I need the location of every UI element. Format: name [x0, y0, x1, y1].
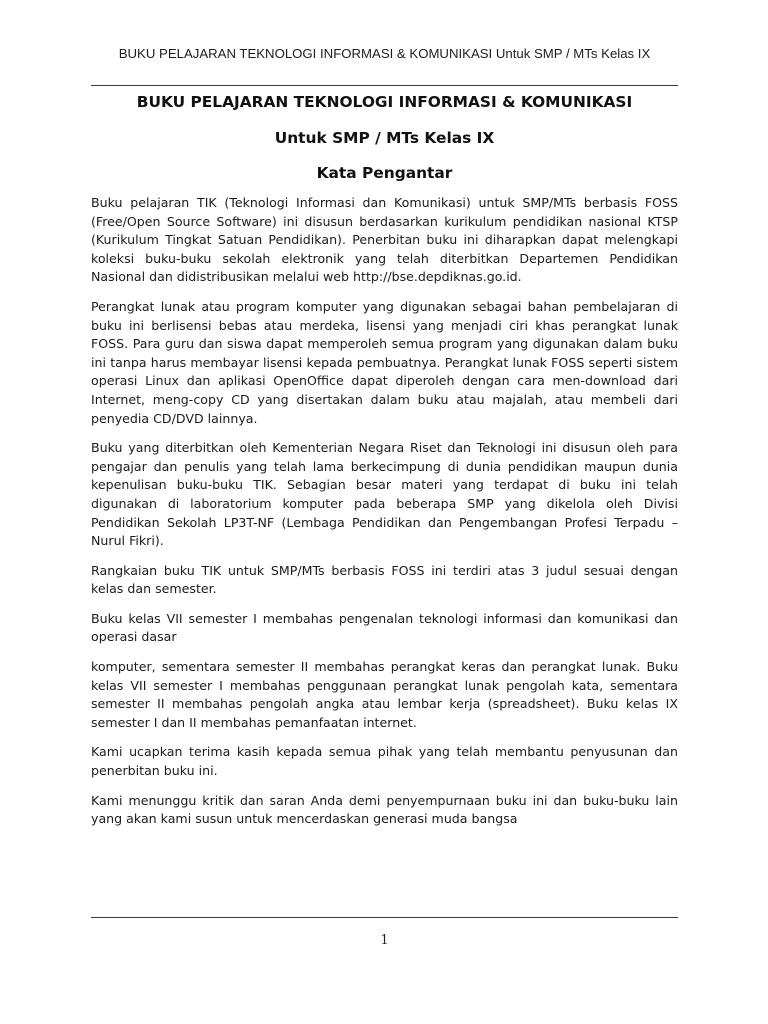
paragraph: Rangkaian buku TIK untuk SMP/MTs berbasis FOSS ini terdiri atas 3 judul sesuai dengan kelas dan semester.	[91, 562, 678, 597]
document-subtitle: Untuk SMP / MTs Kelas IX	[274, 129, 495, 147]
paragraph: Perangkat lunak atau program komputer yang digunakan sebagai bahan pembelajaran di buku ini berlisensi bebas atau merdeka, lisensi yang menjadi ciri khas perangkat lunak FOSS. Para guru dan siswa dapat memperoleh semua program yang digunakan dalam buku ini tanpa harus membayar lisensi kepada pembuatnya. Perangkat lunak FOSS seperti sistem operasi Linux dan aplikasi OpenOffice dapat diperoleh dengan cara men-download dari Internet, meng-copy CD yang disertakan dalam buku atau majalah, atau membeli dari penyedia CD/DVD lainnya.	[91, 298, 678, 426]
paragraph: Buku pelajaran TIK (Teknologi Informasi dan Komunikasi) untuk SMP/MTs berbasis FOSS (Free/Open Source Software) ini disusun berdasarkan kurikulum pendidikan nasional KTSP (Kurikulum Tingkat Satuan Pendidikan). Penerbitan buku ini diharapkan dapat melengkapi koleksi buku-buku sekolah elektronik yang telah diterbitkan Departemen Pendidikan Nasional dan didistribusikan melalui web http://bse.depdiknas.go.id.	[91, 195, 678, 285]
header-divider	[91, 85, 678, 86]
running-header: BUKU PELAJARAN TEKNOLOGI INFORMASI & KOMUNIKASI Untuk SMP / MTs Kelas IX	[118, 46, 651, 61]
paragraph: Buku yang diterbitkan oleh Kementerian Negara Riset dan Teknologi ini disusun oleh para pengajar dan penulis yang telah lama berkecimpung di dunia pendidikan maupun dunia kepenulisan buku-buku TIK. Sebagian besar materi yang terdapat di buku ini telah digunakan di laboratorium komputer pada beberapa SMP yang dikelola oleh Divisi Pendidikan Sekolah LP3T-NF (Lembaga Pendidikan dan Pengembangan Profesi Terpadu – Nurul Fikri).	[91, 440, 678, 549]
page-number: 1	[380, 932, 389, 947]
paragraph: Kami ucapkan terima kasih kepada semua pihak yang telah membantu penyusunan dan penerbitan buku ini.	[91, 744, 678, 779]
paragraph: Buku kelas VII semester I membahas pengenalan teknologi informasi dan komunikasi dan operasi dasar	[91, 610, 678, 645]
document-page	[91, 0, 678, 1024]
paragraph: Kami menunggu kritik dan saran Anda demi penyempurnaan buku ini dan buku-buku lain yang akan kami susun untuk mencerdaskan generasi muda bangsa	[91, 792, 678, 827]
body-text	[91, 194, 678, 840]
section-title: Kata Pengantar	[316, 164, 453, 182]
document-title: BUKU PELAJARAN TEKNOLOGI INFORMASI & KOMUNIKASI	[136, 93, 633, 111]
footer-divider	[91, 917, 678, 918]
paragraph: komputer, sementara semester II membahas perangkat keras dan perangkat lunak. Buku kelas VII semester I membahas penggunaan perangkat lunak pengolah kata, sementara semester II membahas pengolah angka atau lembar kerja (spreadsheet). Buku kelas IX semester I dan II membahas pemanfaatan internet.	[91, 659, 678, 730]
